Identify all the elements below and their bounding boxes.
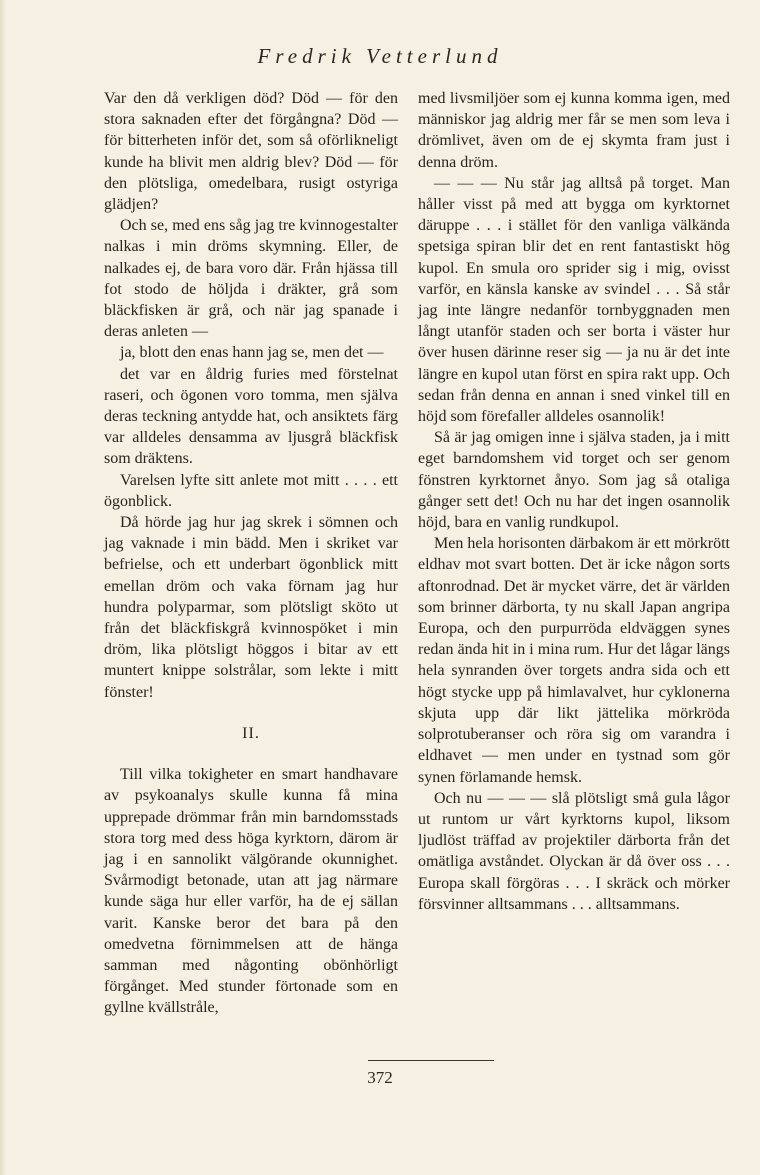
page-number: 372 (367, 1068, 393, 1087)
paragraph: Till vilka tokigheter en smart handhavare av psykoanalys skulle kunna få mina upprepade drömmar från min barndomsstads stora torg med dess höga kyrktorn, därom är jag i en sannolikt välgörande okunnighet. Svårmodigt betonade, utan att jag närmare kunde säga hur eller varför, ha de ej sällan varit. Kanske beror det bara på den omedvetna förnimmelsen att de hänga samman med någonting obönhörligt förgånget. Med stunder förtonade som en gyllne kvällstråle, (104, 766, 398, 1017)
section-heading: II. (242, 724, 260, 742)
paragraph: ja, blott den enas hann jag se, men det — (120, 344, 384, 362)
paragraph: Och se, med ens såg jag tre kvinnogestalter nalkas i min dröms skymning. Eller, de nalkades ej, de bara voro där. Från hjässa till fot stodo de höljda i dräkter, grå som bläckfisken är grå, och när jag spanade i deras anleten — (104, 217, 398, 341)
paragraph: Då hörde jag hur jag skrek i sömnen och jag vaknade i min bädd. Men i skriket var befrielse, och ett underbart ögonblick mitt emellan dröm och vaka förnam jag hur hundra polyparmar, som plötsligt sköto ut från det bläckfiskgrå kvinnospöket i min dröm, lika plötsligt höggos i bitar av ett muntert knippe solstrålar, som lekte i mitt fönster! (104, 514, 398, 701)
paragraph: Och nu — — — slå plötsligt små gula lågor ut runtom ur vårt kyrktorns kupol, liksom ljudlöst träffad av projektiler därborta från det omätliga avståndet. Olyckan är då över oss . . . Europa skall förgöras . . . I skräck och mörker försvinner alltsammans . . . alltsammans. (418, 789, 730, 913)
paragraph: med livsmiljöer som ej kunna komma igen, med människor jag aldrig mer får se men som leva i drömlivet, även om de ej skymta fram just i denna dröm. (418, 90, 730, 171)
page-edge-shadow (0, 0, 6, 1175)
paragraph: Så är jag omigen inne i själva staden, ja i mitt eget barndomshem vid torget och ser genom fönstren kyrktornet ånyo. Som jag så otaliga gånger sett det! Och nu har det ingen osannolik höjd, bara en vanlig rundkupol. (418, 429, 730, 532)
footer-rule (368, 1060, 494, 1061)
paragraph: — — — Nu står jag alltså på torget. Man håller visst på med att bygga om kyrktornet däruppe . . . i stället för den vanliga välkända spetsiga spiran blir det en rent fantastiskt hög kupol. En smula oro sprider sig i mig, ovisst varför, en känsla kanske av svindel . . . Så står jag inte längre nedanför tornbyggnaden men långt utanför staden och ser borta i väster hur över husen därinne reser sig — ja nu är det inte längre en kupol utan först en spira rakt upp. Och sedan från denna en annan i sned vinkel till en höjd som förefaller alldeles osannolik! (418, 174, 730, 426)
right-column (418, 88, 730, 915)
paragraph: Var den då verkligen död? Död — för den stora saknaden efter det förgångna? Död — för bitterheten inför det, som så oförlikneligt kunde ha blivit men aldrig blev? Död — för den plötsliga, omedelbara, rusigt ostyriga glädjen? (104, 90, 398, 214)
paragraph: Men hela horisonten därbakom är ett mörkrött eldhav mot svart botten. Det är icke någon sorts aftonrodnad. Det är mycket värre, det är världen som brinner därborta, ty nu skall Japan angripa Europa, och den purpurröda eldväggen synes redan ända hit in i mina rum. Hur det lågar längs hela synranden över torgets andra sida och ett högt stycke upp på himlavalvet, hur cyklonerna skjuta upp där likt jättelika mörkröda solprotuberanser och röra sig om varandra i eldhavet — men under en tystnad som gör synen förlamande hemsk. (418, 535, 730, 786)
paragraph: det var en åldrig furies med förstelnat raseri, och ögonen voro tomma, men själva deras teckning antydde hat, och ansiktets färg var alldeles densamma av ljusgrå bläckfisk som dräktens. (104, 365, 398, 468)
left-column (104, 88, 398, 1019)
running-header: Fredrik Vetterlund (257, 44, 503, 68)
paragraph: Varelsen lyfte sitt anlete mot mitt . . . . ett ögonblick. (104, 471, 398, 510)
